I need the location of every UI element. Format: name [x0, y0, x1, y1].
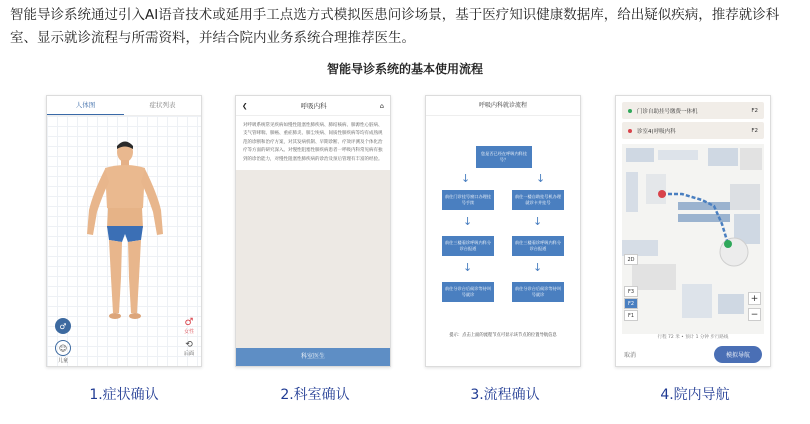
- end-dot-icon: [628, 129, 632, 133]
- department-title: 呼吸内科: [300, 102, 327, 110]
- start-dot-icon: [628, 109, 632, 113]
- department-doctors-button[interactable]: 科室医生: [236, 348, 390, 366]
- intro-paragraph: 智能导诊系统通过引入AI语音技术或延用手工点选方式模拟医患问诊场景，基于医疗知识健康数据库，给出疑似疾病，推荐就诊科室、显示就诊流程与所需资料，并结合院内业务系统合理推荐医生。: [10, 7, 780, 46]
- route-from-row[interactable]: 门诊自助挂号缴费一体机 F2: [622, 102, 764, 119]
- floor-button-f1[interactable]: F1: [624, 310, 638, 321]
- navigation-footer: [616, 342, 770, 366]
- flow-arrow: ↓: [533, 215, 543, 228]
- tab-body-map[interactable]: 人体图: [47, 96, 124, 115]
- department-description: 对呼吸系统常见疾病如慢性阻塞性肺疾病、肺结核病、肺源性心脏病、支气管哮喘、肺癌、重症肺炎、肺尘埃病、间质性肺疾病等均有成熟规范的诊断和治疗方案，对其发病机制、早期诊断、疗效评测及个体化治疗等方面的研究深入。对慢性阻塞性肺疾病患者一呼吸内科常见病有独到的诊治能力，对慢性阻塞性肺疾病的诊治及预后管理有丰富的经验。: [236, 116, 390, 170]
- home-icon[interactable]: ⌂: [379, 101, 384, 110]
- human-body-figure[interactable]: [85, 138, 165, 323]
- female-icon: ♂: [184, 317, 194, 328]
- zoom-in-button[interactable]: +: [748, 292, 761, 305]
- phone-process-confirm: [425, 95, 581, 367]
- body-tabs: [47, 96, 201, 116]
- flow-title: 智能导诊系统的基本使用流程: [326, 62, 483, 76]
- phone-department-confirm: [235, 95, 391, 367]
- flow-node-left-2[interactable]: 前往三楼看诊呼吸内科分诊台报道: [442, 236, 494, 256]
- process-note: 提示：点击上面的流程节点可显示该节点的位置导航信息: [449, 333, 557, 338]
- cancel-button[interactable]: 取消: [624, 351, 637, 359]
- flow-node-right-1[interactable]: 前往一楼自助挂号机办理就诊卡并挂号: [512, 190, 564, 210]
- flow-arrow: ↓: [536, 172, 546, 185]
- caption-step-2: 2.科室确认: [280, 387, 350, 403]
- phone-symptom-confirm: [46, 95, 202, 367]
- department-header: [236, 96, 390, 116]
- caption-step-4: 4.院内导航: [660, 387, 730, 403]
- process-title: 呼吸内科就诊流程: [426, 96, 580, 116]
- flow-arrow: ↓: [463, 261, 473, 274]
- flow-node-left-1[interactable]: 前往门诊挂号窗口办理挂号手续: [442, 190, 494, 210]
- floor-plan: [622, 144, 764, 334]
- simulate-navigation-button[interactable]: 模拟导航: [714, 346, 762, 363]
- back-icon[interactable]: ❮: [242, 101, 248, 110]
- flow-node-right-2[interactable]: 前往三楼看诊呼吸内科分诊台报道: [512, 236, 564, 256]
- child-icon: ☺: [55, 340, 71, 356]
- flow-node-right-3[interactable]: 前往分诊台后候诊等待叫号就诊: [512, 282, 564, 302]
- flow-node-left-3[interactable]: 前往分诊台后候诊等待叫号就诊: [442, 282, 494, 302]
- flow-arrow: ↓: [533, 261, 543, 274]
- flow-node-start[interactable]: 您是否已经在呼吸内科挂号？: [476, 146, 532, 168]
- male-icon: ♂: [55, 318, 71, 334]
- flow-arrow: ↓: [461, 172, 471, 185]
- route-info: 行程 72 米 • 预计 1 分钟 步行路线: [657, 335, 729, 340]
- route-to-row[interactable]: 诊室4(呼吸内科 F2: [622, 122, 764, 139]
- flip-view-button[interactable]: ⟲ 后面: [183, 340, 194, 357]
- floor-button-f3[interactable]: F3: [624, 286, 638, 297]
- caption-step-1: 1.症状确认: [89, 387, 159, 403]
- phone-indoor-navigation: [615, 95, 771, 367]
- caption-step-3: 3.流程确认: [470, 387, 540, 403]
- male-toggle-button[interactable]: [55, 318, 71, 335]
- gender-toggle-button[interactable]: ♂ 女性: [183, 317, 194, 335]
- department-content: [236, 116, 390, 348]
- child-toggle-button[interactable]: ☺ 儿童: [55, 340, 71, 364]
- tab-symptom-list[interactable]: 症状列表: [149, 101, 176, 109]
- indoor-map[interactable]: [622, 144, 764, 334]
- zoom-out-button[interactable]: −: [748, 308, 761, 321]
- floor-button-2d[interactable]: 2D: [624, 254, 638, 265]
- flow-arrow: ↓: [463, 215, 473, 228]
- floor-button-f2[interactable]: F2: [624, 298, 638, 309]
- rotate-icon: ⟲: [185, 340, 193, 350]
